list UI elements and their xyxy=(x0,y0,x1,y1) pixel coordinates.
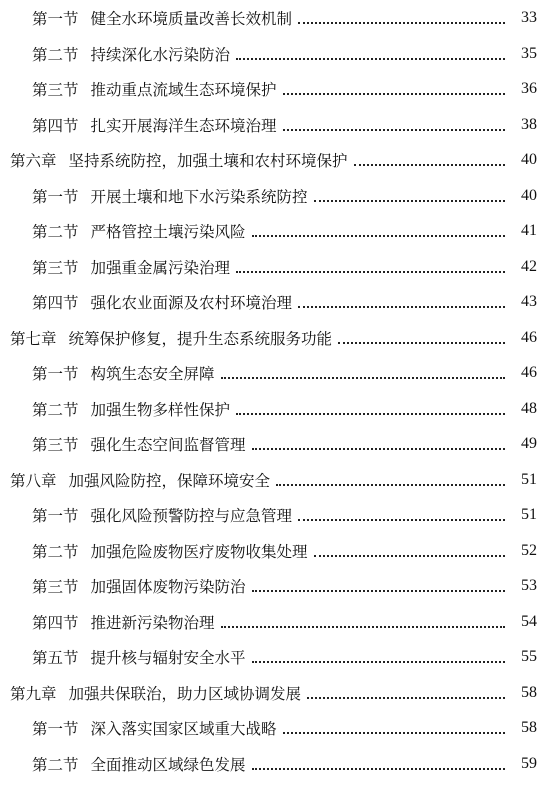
toc-entry-page: 51 xyxy=(521,506,537,523)
toc-entry xyxy=(0,714,545,742)
toc-entry xyxy=(0,750,545,778)
dot-leader xyxy=(252,661,505,663)
toc-entry-page: 51 xyxy=(521,470,537,488)
toc-entry xyxy=(0,643,545,671)
toc-entry xyxy=(0,430,545,458)
toc-entry-label: 第一节 xyxy=(32,507,79,525)
toc-chapter xyxy=(0,146,545,174)
toc-entry-label: 第四节 xyxy=(32,116,79,135)
toc-entry-page: 54 xyxy=(521,612,537,630)
toc-entry-title: 全面推动区域绿色发展 xyxy=(90,755,246,774)
toc-entry xyxy=(0,253,545,281)
dot-leader xyxy=(252,590,505,592)
toc-entry-title: 统筹保护修复，提升生态系统服务功能 xyxy=(68,329,333,348)
toc-entry-label: 第四节 xyxy=(32,613,79,632)
dot-leader xyxy=(298,306,505,308)
toc-entry-title: 强化农业面源及农村环境治理 xyxy=(90,294,293,312)
toc-entry-page: 58 xyxy=(521,719,537,736)
toc-entry xyxy=(0,4,545,32)
toc-entry-label: 第二节 xyxy=(32,755,79,774)
toc-entry-page: 48 xyxy=(521,399,537,417)
toc-entry-page: 40 xyxy=(521,151,537,168)
toc-chapter xyxy=(0,466,545,494)
toc-entry-title: 深入落实国家区域重大战略 xyxy=(90,720,277,738)
toc-entry-label: 第一节 xyxy=(32,720,79,738)
toc-entry-page: 52 xyxy=(521,541,537,559)
toc-entry-title: 扎实开展海洋生态环境治理 xyxy=(90,116,277,135)
toc-entry xyxy=(0,217,545,245)
toc-entry-title: 加强固体废物污染防治 xyxy=(90,578,246,596)
toc-chapter xyxy=(0,679,545,707)
toc-entry xyxy=(0,288,545,316)
toc-entry-title: 强化风险预警防控与应急管理 xyxy=(90,507,293,525)
toc-entry-page: 33 xyxy=(521,9,537,26)
toc-entry xyxy=(0,537,545,565)
dot-leader xyxy=(276,484,505,486)
toc-entry-label: 第三节 xyxy=(32,81,79,99)
toc-entry-title: 构筑生态安全屏障 xyxy=(90,365,215,383)
dot-leader xyxy=(338,342,505,344)
toc-entry xyxy=(0,359,545,387)
toc-entry-page: 42 xyxy=(521,257,537,275)
toc-entry-label: 第七章 xyxy=(10,329,57,348)
dot-leader xyxy=(314,200,505,202)
dot-leader xyxy=(221,377,505,379)
toc-entry xyxy=(0,395,545,423)
toc-entry-label: 第三节 xyxy=(32,258,79,277)
toc-entry-label: 第三节 xyxy=(32,578,79,596)
toc-entry-label: 第一节 xyxy=(32,187,79,206)
dot-leader xyxy=(298,519,505,521)
dot-leader xyxy=(236,413,505,415)
toc-entry-page: 43 xyxy=(521,293,537,310)
dot-leader xyxy=(283,732,505,734)
toc-entry xyxy=(0,40,545,68)
toc-entry-label: 第二节 xyxy=(32,223,79,241)
toc-entry-title: 加强危险废物医疗废物收集处理 xyxy=(90,542,308,561)
toc-entry-page: 35 xyxy=(521,44,537,62)
dot-leader xyxy=(307,697,505,699)
toc-entry-title: 加强生物多样性保护 xyxy=(90,400,231,419)
toc-entry-title: 加强共保联治，助力区域协调发展 xyxy=(68,684,302,703)
toc-entry-page: 46 xyxy=(521,328,537,346)
toc-entry-title: 持续深化水污染防治 xyxy=(90,45,231,64)
toc-entry-page: 36 xyxy=(521,80,537,97)
toc-entry-title: 开展土壤和地下水污染系统防控 xyxy=(90,187,308,206)
toc-entry xyxy=(0,182,545,210)
toc-entry-title: 坚持系统防控，加强土壤和农村环境保护 xyxy=(68,152,348,170)
toc-entry-title: 健全水环境质量改善长效机制 xyxy=(90,10,293,28)
dot-leader xyxy=(298,22,505,24)
toc-entry-page: 49 xyxy=(521,435,537,452)
dot-leader xyxy=(252,448,505,450)
toc-entry xyxy=(0,111,545,139)
dot-leader xyxy=(252,768,505,770)
toc-entry xyxy=(0,608,545,636)
toc-entry-page: 38 xyxy=(521,115,537,133)
toc-entry-page: 58 xyxy=(521,683,537,701)
toc-entry-label: 第二节 xyxy=(32,400,79,419)
toc-entry xyxy=(0,75,545,103)
toc-chapter xyxy=(0,324,545,352)
toc-entry xyxy=(0,572,545,600)
toc-entry-label: 第一节 xyxy=(32,365,79,383)
toc-entry-page: 59 xyxy=(521,754,537,772)
dot-leader xyxy=(354,164,505,166)
toc-entry-title: 加强风险防控，保障环境安全 xyxy=(68,471,271,490)
toc-entry-label: 第一节 xyxy=(32,10,79,28)
toc-entry-title: 严格管控土壤污染风险 xyxy=(90,223,246,241)
toc-entry-title: 强化生态空间监督管理 xyxy=(90,436,246,454)
toc-entry-page: 40 xyxy=(521,186,537,204)
toc-entry-label: 第四节 xyxy=(32,294,79,312)
toc-entry-title: 推动重点流域生态环境保护 xyxy=(90,81,277,99)
dot-leader xyxy=(236,58,505,60)
toc-entry-label: 第五节 xyxy=(32,649,79,667)
toc-entry-title: 提升核与辐射安全水平 xyxy=(90,649,246,667)
toc-entry-label: 第八章 xyxy=(10,471,57,490)
dot-leader xyxy=(221,626,505,628)
dot-leader xyxy=(252,235,505,237)
toc-entry-page: 55 xyxy=(521,648,537,665)
toc-entry-page: 41 xyxy=(521,222,537,239)
toc-entry-label: 第二节 xyxy=(32,542,79,561)
dot-leader xyxy=(283,129,505,131)
toc-entry-page: 53 xyxy=(521,577,537,594)
toc-entry-page: 46 xyxy=(521,364,537,381)
dot-leader xyxy=(314,555,505,557)
toc-entry-label: 第六章 xyxy=(10,152,57,170)
toc-entry-label: 第二节 xyxy=(32,45,79,64)
toc-entry-title: 推进新污染物治理 xyxy=(90,613,215,632)
toc-entry-label: 第九章 xyxy=(10,684,57,703)
dot-leader xyxy=(236,271,505,273)
toc-entry-title: 加强重金属污染治理 xyxy=(90,258,231,277)
toc-entry xyxy=(0,501,545,529)
toc-entry-label: 第三节 xyxy=(32,436,79,454)
dot-leader xyxy=(283,93,505,95)
